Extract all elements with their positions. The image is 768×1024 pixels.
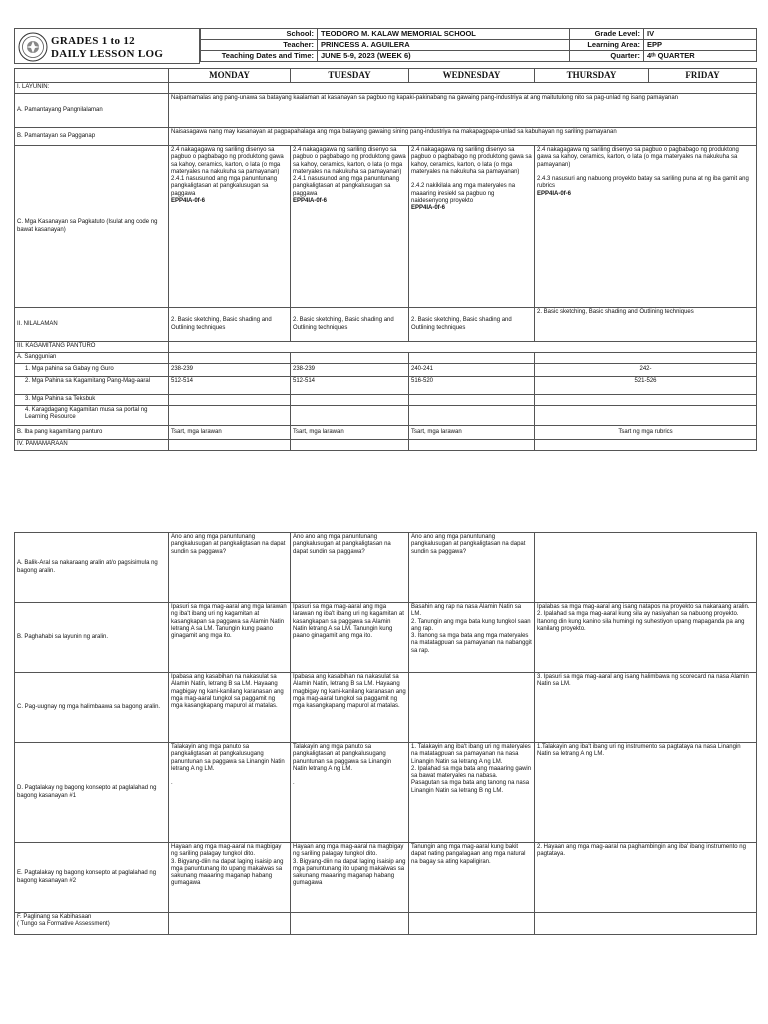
row-nilalaman: [15, 308, 757, 342]
konsepto1-tue: Talakayin ang mga panuto sa pangkaligtasan at pangkalusugang panuntunan sa paggawa sa Linangin Natin letrang A ng LM. .: [291, 743, 409, 843]
kasanayan-wed-code: EPP4IA-0f-6: [411, 205, 446, 212]
sanggunian-mon: [169, 353, 291, 364]
pamamaraan-thu: [535, 440, 757, 451]
konsepto1-mon: Talakayin ang mga panuto sa pangkaligtasan at pangkalusugang panuntunan sa paggawa sa Linangin Natin letrang A ng LM. .: [169, 743, 291, 843]
lesson-table: [14, 68, 757, 451]
kagamitang-pahina-mon: 512-514: [169, 377, 291, 395]
area-label: Learning Area:: [570, 40, 644, 51]
sanggunian-thu: [535, 353, 757, 364]
info-row-school: [201, 29, 757, 40]
pag-uugnay-mon: Ipabasa ang kasabihan na nakasulat sa Alamin Natin, letrang B sa LM. Hayaang magbigay ng kani-kanilang karanasan ang mga mag-aaral tungkol sa paggamit ng mga kasangkapang mapurol at matalas.: [169, 673, 291, 743]
konsepto2-thu: 2. Hayaan ang mga mag-aaral na paghambingin ang iba' ibang instrumento ng pagtataya.: [535, 843, 757, 913]
kagamitang-pahina-tue: 512-514: [291, 377, 409, 395]
gabay-wed: 240-241: [409, 364, 535, 377]
row-kagamitang-pahina: [15, 377, 757, 395]
grade-value: IV: [644, 29, 757, 40]
row-pag-uugnay: [15, 673, 757, 743]
gabay-thu: 242-: [535, 364, 757, 377]
title-daily-lesson-log: DAILY LESSON LOG: [51, 48, 164, 60]
quarter-label: Quarter:: [570, 51, 644, 62]
label-pagganap: B. Pamantayan sa Pagganap: [15, 128, 169, 146]
row-gabay: [15, 364, 757, 377]
iba-pang-tue: Tsart, mga larawan: [291, 426, 409, 440]
kasanayan-tue: [291, 146, 409, 308]
gabay-tue: 238-239: [291, 364, 409, 377]
label-kagamitang-pahina: 2. Mga Pahina sa Kagamitang Pang-Mag-aaral: [15, 377, 169, 395]
blank-corner: [15, 69, 169, 83]
info-table: [200, 28, 757, 62]
kabihasaan-tue: [291, 913, 409, 935]
kabihasaan-mon: [169, 913, 291, 935]
balik-aral-mon: Ano ano ang mga panuntunang pangkalusugan at pangkaligtasan na dapat sundin sa paggawa?: [169, 533, 291, 603]
label-sanggunian: A. Sanggunian: [15, 353, 169, 364]
iba-pang-wed: Tsart, mga larawan: [409, 426, 535, 440]
day-wednesday: WEDNESDAY: [409, 69, 535, 83]
karagdagang-mon: [169, 406, 291, 426]
row-pamamaraan: [15, 440, 757, 451]
pag-uugnay-tue: Ipabasa ang kasabihan na nakasulat sa Alamin Natin, letrang B sa LM. Hayaang magbigay ng kani-kanilang karanasan ang mga mag-aaral tungkol sa paggamit ng mga kasangkapang mapurol at matalas.: [291, 673, 409, 743]
konsepto2-mon: Hayaan ang mga mag-aaral na magbigay ng sariling palagay tungkol dito. 3. Bigyang-diin na dapat laging isaisip ang mga panuntunang ito upang makaiwas sa sakunang maaaring maganap habang gumagawa: [169, 843, 291, 913]
kasanayan-tue-code: EPP4IA-0f-6: [293, 198, 328, 205]
label-iba-pang: B. Iba pang kagamitang panturo: [15, 426, 169, 440]
pag-uugnay-wed: [409, 673, 535, 743]
label-balik-aral: A. Balik-Aral sa nakaraang aralin at/o pagsisimula ng bagong aralin.: [15, 533, 169, 603]
day-tuesday: TUESDAY: [291, 69, 409, 83]
layunin-blank: [169, 83, 757, 94]
day-monday: MONDAY: [169, 69, 291, 83]
balik-aral-thu: [535, 533, 757, 603]
label-konsepto2: E. Pagtalakay ng bagong konsepto at paglalahad ng bagong kasanayan #2: [15, 843, 169, 913]
teksbuk-wed: [409, 395, 535, 406]
teksbuk-tue: [291, 395, 409, 406]
label-pag-uugnay: C. Pag-uugnay ng mga halimbaawa sa bagong aralin.: [15, 673, 169, 743]
iba-pang-thu: Tsart ng mga rubrics: [535, 426, 757, 440]
kabihasaan-wed: [409, 913, 535, 935]
pamamaraan-wed: [409, 440, 535, 451]
teksbuk-mon: [169, 395, 291, 406]
teksbuk-thu: [535, 395, 757, 406]
kasanayan-tue-text: 2.4 nakagagawa ng sariling disenyo sa pagbuo o pagbabago ng produktong gawa sa kahoy, ceramics, karton, o lata (o mga materyales na nakukuha sa pamayanan) 2.4.1 nasusunod ang mga panuntunang pangkaligtasan at pangkalusugan sa paggawa: [293, 147, 406, 197]
kagamitang-pahina-thu: 521-526: [535, 377, 757, 395]
label-konsepto1: D. Pagtalakay ng bagong konsepto at paglalahad ng bagong kasanayan #1: [15, 743, 169, 843]
label-kasanayan: C. Mga Kasanayan sa Pagkatuto (Isulat ang code ng bawat kasanayan): [15, 146, 169, 308]
iba-pang-mon: Tsart, mga larawan: [169, 426, 291, 440]
row-iba-pang: [15, 426, 757, 440]
row-konsepto1: [15, 743, 757, 843]
dates-label: Teaching Dates and Time:: [201, 51, 318, 62]
label-teksbuk: 3. Mga Pahina sa Teksbuk: [15, 395, 169, 406]
info-row-dates: [201, 51, 757, 62]
quarter-value: 4ᵗʰ QUARTER: [644, 51, 757, 62]
row-teksbuk: [15, 395, 757, 406]
kabihasaan-thu: [535, 913, 757, 935]
area-value: EPP: [644, 40, 757, 51]
pamamaraan-tue: [291, 440, 409, 451]
section-kagamitan: III. KAGAMITANG PANTURO: [15, 342, 169, 353]
teacher-value: PRINCESS A. AGUILERA: [318, 40, 570, 51]
row-kasanayan: [15, 146, 757, 308]
text-pangnilalaman: Naipamamalas ang pang-unawa sa batayang kaalaman at kasanayan sa pagbuo ng kapaki-pakinabang na gawaing pang-industriya at ang maitutulong nito sa pag-unlad ng isang pamayanan: [169, 94, 757, 128]
label-gabay: 1. Mga pahina sa Gabay ng Guro: [15, 364, 169, 377]
section-nilalaman: II. NILALAMAN: [15, 308, 169, 342]
balik-aral-wed: Ano ano ang mga panuntunang pangkalusugan at pangkaligtasan na dapat sundin sa paggawa?: [409, 533, 535, 603]
day-header-row: [15, 69, 757, 83]
teacher-label: Teacher:: [201, 40, 318, 51]
row-paghahabi: [15, 603, 757, 673]
paghahabi-thu: Ipalabas sa mga mag-aaral ang isang natapos na proyekto sa nakaraang aralin. 2. Ipalahad sa mga mag-aaral kung sila ay nasiyahan sa nabuong proyekto. Itanong din kung kanino sila humingi ng suhestiyon upang mapaganda pa ang kanilang proyekto.: [535, 603, 757, 673]
konsepto1-wed: 1. Talakayin ang iba't ibang uri ng materyales na matatagpuan sa pamayanan na nasa Linangin Natin sa letrang A ng LM. 2. Ipalahad sa mga bata ang maaaring gawin sa bawat materyales na nabasa. Pasagutan sa mga bata ang tanong na nasa Linangin Natin sa letrang B ng LM.: [409, 743, 535, 843]
school-value: TEODORO M. KALAW MEMORIAL SCHOOL: [318, 29, 570, 40]
row-balik-aral: [15, 533, 757, 603]
kasanayan-mon: [169, 146, 291, 308]
karagdagang-tue: [291, 406, 409, 426]
karagdagang-wed: [409, 406, 535, 426]
logo-title-box: [14, 28, 200, 64]
kasanayan-mon-code: EPP4IA-0f-6: [171, 198, 206, 205]
row-pangnilalaman: [15, 94, 757, 128]
konsepto2-tue: Hayaan ang mga mag-aaral na magbigay ng sariling palagay tungkol dito. 3. Bigyang-diin na dapat laging isaisip ang mga panuntunang ito upang makaiwas sa sakunang maaaring maganap habang gumagawa: [291, 843, 409, 913]
kasanayan-wed: [409, 146, 535, 308]
kasanayan-thu-text: 2.4 nakagagawa ng sariling disenyo sa pagbuo o pagbabago ng produktong gawa sa kahoy, ceramics, karton, o lata (o mga materyales na nakukuha sa pamayanan) 2.4.3 nasusuri ang nabuong proyekto batay sa sariling puna at ng iba gamit ang rubrics: [537, 147, 749, 190]
row-layunin: [15, 83, 757, 94]
dates-value: JUNE 5-9, 2023 (WEEK 6): [318, 51, 570, 62]
day-friday: FRIDAY: [649, 69, 757, 83]
label-paghahabi: B. Paghahabi sa layunin ng aralin.: [15, 603, 169, 673]
kagamitan-blank: [169, 342, 757, 353]
school-label: School:: [201, 29, 318, 40]
deped-seal-icon: [18, 32, 48, 62]
row-kabihasaan: [15, 913, 757, 935]
label-karagdagang: 4. Karagdagang Kagamitan musa sa portal ng Learning Resource: [15, 406, 169, 426]
konsepto1-thu: 1.Talakayin ang iba't ibang uri ng instrumento sa pagtataya na nasa Linangin Natin sa letrang A ng LM.: [535, 743, 757, 843]
row-sanggunian: [15, 353, 757, 364]
procedure-table: [14, 532, 757, 935]
title-grades: GRADES 1 to 12: [51, 35, 135, 47]
kasanayan-thu-code: EPP4IA-0f-6: [537, 190, 572, 197]
pag-uugnay-thu: 3. Ipasuri sa mga mag-aaral ang isang halimbawa ng scorecard na nasa Alamin Natin sa LM.: [535, 673, 757, 743]
nilalaman-tue: 2. Basic sketching, Basic shading and Outlining techniques: [291, 308, 409, 342]
nilalaman-thu: 2. Basic sketching, Basic shading and Outlining techniques: [535, 308, 757, 342]
balik-aral-tue: Ano ano ang mga panuntunang pangkalusugan at pangkaligtasan na dapat sundin sa paggawa?: [291, 533, 409, 603]
section-pamamaraan: IV. PAMAMARAAN: [15, 440, 169, 451]
konsepto2-wed: Tanungin ang mga mag-aaral kung bakit dapat nating pangalagaan ang mga natural na bagay sa ating kapaligiran.: [409, 843, 535, 913]
info-row-teacher: [201, 40, 757, 51]
text-pagganap: Naisasagawa nang may kasanayan at pagpapahalaga ang mga batayang gawaing sining pang-industriya na makapagpapa-unlad sa kabuhayan ng sariling pamayanan: [169, 128, 757, 146]
gabay-mon: 238-239: [169, 364, 291, 377]
label-pangnilalaman: A. Pamantayang Pangnilalaman: [15, 94, 169, 128]
section-layunin: I. LAYUNIN:: [15, 83, 169, 94]
pamamaraan-mon: [169, 440, 291, 451]
label-kabihasaan: F. Paglinang sa Kabihasaan ( Tungo sa Formative Assessment): [15, 913, 169, 935]
kagamitang-pahina-wed: 516-520: [409, 377, 535, 395]
sanggunian-tue: [291, 353, 409, 364]
paghahabi-tue: Ipasuri sa mga mag-aaral ang mga larawan ng iba't ibang uri ng kagamitan at kasangkapan sa paggawa sa Alamin Natin letrang A sa LM. Tanungin kung paano ginagamit ang mga ito.: [291, 603, 409, 673]
lesson-log-header: [14, 28, 756, 64]
row-karagdagang: [15, 406, 757, 426]
kasanayan-mon-text: 2.4 nakagagawa ng sariling disenyo sa pagbuo o pagbabago ng produktong gawa sa kahoy, ceramics, karton, o lata (o mga materyales na nakukuha sa pamayanan) 2.4.1 nasusunod ang mga panuntunang pangkaligtasan at pangkalusugan sa paggawa: [171, 147, 284, 197]
row-konsepto2: [15, 843, 757, 913]
nilalaman-mon: 2. Basic sketching, Basic shading and Outlining techniques: [169, 308, 291, 342]
paghahabi-mon: Ipasuri sa mga mag-aaral ang mga larawan ng iba't ibang uri ng kagamitan at kasangkapan sa paggawa sa Alamin Natin letrang A sa LM. Tanungin kung paano ginagamit ang mga ito.: [169, 603, 291, 673]
grade-label: Grade Level:: [570, 29, 644, 40]
day-thursday: THURSDAY: [535, 69, 649, 83]
nilalaman-wed: 2. Basic sketching, Basic shading and Outlining techniques: [409, 308, 535, 342]
row-kagamitan: [15, 342, 757, 353]
kasanayan-wed-text: 2.4 nakagagawa ng sariling disenyo sa pagbuo o pagbabago ng produktong gawa sa kahoy, ceramics, karton, o lata (o mga materyales na nakukuha sa pamayanan) 2.4.2 nakikilala ang mga materyales na maaaring iresiekl sa pagbuo ng naidesenyong proyekto: [411, 147, 532, 205]
kasanayan-thu: [535, 146, 757, 308]
paghahabi-wed: Basahin ang rap na nasa Alamin Natin sa LM. 2. Tanungin ang mga bata kung tungkol saan ang rap. 3. Itanong sa mga bata ang mga materyales na matatagpuan sa pamayanan na nabanggit sa rap.: [409, 603, 535, 673]
karagdagang-thu: [535, 406, 757, 426]
sanggunian-wed: [409, 353, 535, 364]
row-pagganap: [15, 128, 757, 146]
